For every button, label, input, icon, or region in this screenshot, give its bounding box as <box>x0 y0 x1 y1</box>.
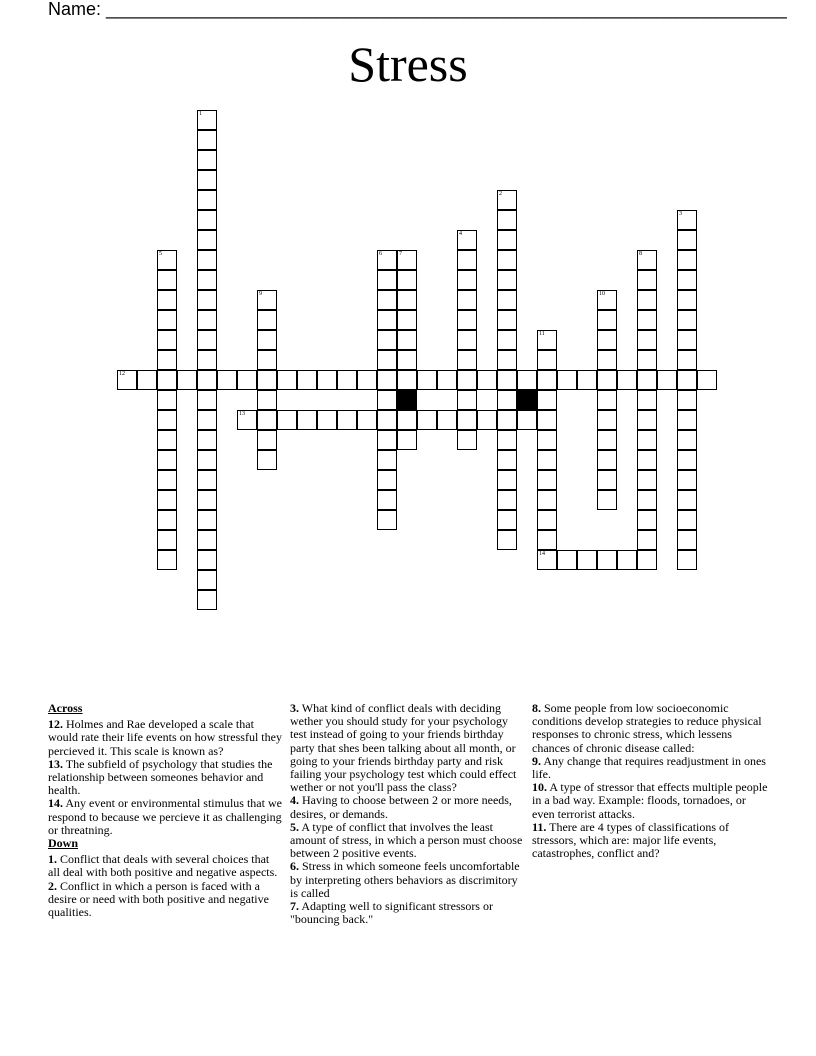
grid-cell[interactable] <box>197 530 217 550</box>
grid-cell[interactable] <box>597 450 617 470</box>
grid-cell[interactable] <box>537 450 557 470</box>
grid-cell[interactable] <box>497 210 517 230</box>
grid-cell[interactable] <box>197 270 217 290</box>
grid-cell[interactable] <box>397 290 417 310</box>
grid-cell[interactable] <box>497 490 517 510</box>
clues-column-3 <box>532 702 768 860</box>
grid-cell[interactable] <box>457 290 477 310</box>
grid-cell[interactable] <box>377 430 397 450</box>
clue-text: Holmes and Rae developed a scale that would rate their life events on how stressful they percieved it. This scale is known as? <box>48 717 282 758</box>
grid-cell[interactable] <box>677 470 697 490</box>
grid-cell[interactable] <box>257 410 277 430</box>
grid-cell[interactable] <box>317 410 337 430</box>
grid-cell[interactable] <box>457 230 477 250</box>
clue-item <box>290 821 526 861</box>
grid-cell[interactable] <box>677 350 697 370</box>
grid-cell[interactable] <box>697 370 717 390</box>
grid-cell[interactable] <box>577 370 597 390</box>
clue-item <box>290 794 526 820</box>
grid-cell[interactable] <box>497 510 517 530</box>
grid-cell[interactable] <box>617 370 637 390</box>
clue-text: The subfield of psychology that studies the relationship between someones behavior and health. <box>48 756 273 798</box>
grid-cell[interactable] <box>397 270 417 290</box>
grid-cell[interactable] <box>157 550 177 570</box>
clue-item <box>290 860 526 900</box>
grid-cell[interactable] <box>637 530 657 550</box>
grid-cell[interactable] <box>197 170 217 190</box>
grid-cell[interactable] <box>537 550 557 570</box>
grid-cell[interactable] <box>677 530 697 550</box>
grid-cell[interactable] <box>257 430 277 450</box>
down-clue-list-part-3 <box>532 702 768 860</box>
clue-number: 4. <box>290 793 299 808</box>
grid-cell[interactable] <box>637 330 657 350</box>
clue-number-label: 1 <box>199 111 202 117</box>
clue-number-label: 6 <box>379 251 382 257</box>
grid-cell[interactable] <box>477 410 497 430</box>
grid-cell[interactable] <box>297 410 317 430</box>
grid-cell[interactable] <box>157 250 177 270</box>
grid-cell[interactable] <box>637 430 657 450</box>
grid-cell[interactable] <box>617 550 637 570</box>
clue-number-label: 12 <box>119 371 125 377</box>
grid-cell[interactable] <box>197 190 217 210</box>
grid-cell[interactable] <box>677 510 697 530</box>
grid-cell[interactable] <box>157 390 177 410</box>
grid-cell[interactable] <box>637 450 657 470</box>
clue-item <box>48 880 284 920</box>
grid-cell[interactable] <box>497 330 517 350</box>
clue-item <box>532 755 768 781</box>
grid-cell[interactable] <box>497 290 517 310</box>
grid-cell[interactable] <box>157 410 177 430</box>
grid-cell[interactable] <box>677 250 697 270</box>
grid-cell[interactable] <box>637 290 657 310</box>
grid-cell[interactable] <box>597 490 617 510</box>
grid-cell[interactable] <box>537 490 557 510</box>
clue-text: Conflict in which a person is faced with a desire or need with both positive and negative qualities. <box>48 878 269 920</box>
grid-cell[interactable] <box>637 350 657 370</box>
grid-cell[interactable] <box>637 370 657 390</box>
grid-cell[interactable] <box>157 310 177 330</box>
clue-number: 2. <box>48 878 57 893</box>
grid-cell[interactable] <box>377 450 397 470</box>
grid-cell[interactable] <box>597 290 617 310</box>
grid-cell[interactable] <box>457 250 477 270</box>
grid-cell[interactable] <box>497 310 517 330</box>
grid-cell[interactable] <box>597 350 617 370</box>
grid-cell[interactable] <box>537 410 557 430</box>
grid-cell[interactable] <box>197 550 217 570</box>
grid-cell[interactable] <box>597 330 617 350</box>
grid-cell[interactable] <box>337 410 357 430</box>
clue-text: Stress in which someone feels uncomfortable by interpreting others behaviors as discrimitory is called <box>290 859 520 900</box>
grid-cell[interactable] <box>677 310 697 330</box>
grid-cell[interactable] <box>277 370 297 390</box>
grid-cell[interactable] <box>117 370 137 390</box>
grid-cell[interactable] <box>277 410 297 430</box>
grid-cell[interactable] <box>677 270 697 290</box>
grid-cell[interactable] <box>517 410 537 430</box>
grid-cell[interactable] <box>257 370 277 390</box>
clue-item <box>48 758 284 798</box>
clue-number-label: 8 <box>639 251 642 257</box>
grid-cell[interactable] <box>397 330 417 350</box>
clue-number-label: 5 <box>159 251 162 257</box>
grid-cell[interactable] <box>377 510 397 530</box>
grid-cell[interactable] <box>597 390 617 410</box>
clue-text: Any event or environmental stimulus that we respond to because we percieve it as challenging or threatning. <box>48 796 282 837</box>
clues-column-1 <box>48 702 284 919</box>
grid-cell[interactable] <box>597 470 617 490</box>
grid-cell[interactable] <box>497 470 517 490</box>
grid-cell[interactable] <box>497 190 517 210</box>
grid-cell[interactable] <box>397 430 417 450</box>
grid-cell[interactable] <box>377 350 397 370</box>
grid-cell[interactable] <box>397 410 417 430</box>
clue-item <box>532 821 768 861</box>
grid-cell[interactable] <box>457 270 477 290</box>
grid-cell[interactable] <box>197 290 217 310</box>
grid-cell[interactable] <box>357 410 377 430</box>
clue-item <box>48 797 284 837</box>
grid-cell[interactable] <box>637 410 657 430</box>
grid-block-cell <box>517 390 537 410</box>
clue-number: 3. <box>290 701 299 715</box>
grid-cell[interactable] <box>157 270 177 290</box>
grid-cell[interactable] <box>197 490 217 510</box>
grid-cell[interactable] <box>197 250 217 270</box>
grid-cell[interactable] <box>157 470 177 490</box>
grid-cell[interactable] <box>257 390 277 410</box>
puzzle-title: Stress <box>348 36 468 92</box>
grid-cell[interactable] <box>377 330 397 350</box>
clue-number: 8. <box>532 701 541 715</box>
grid-cell[interactable] <box>677 450 697 470</box>
grid-cell[interactable] <box>197 430 217 450</box>
clue-number: 9. <box>532 753 541 768</box>
clue-item <box>532 781 768 821</box>
grid-cell[interactable] <box>377 370 397 390</box>
clue-text: Conflict that deals with several choices that all deal with both positive and negative aspects. <box>48 852 278 880</box>
grid-cell[interactable] <box>197 450 217 470</box>
grid-cell[interactable] <box>457 390 477 410</box>
clue-text: Having to choose between 2 or more needs, desires, or demands. <box>290 793 512 821</box>
grid-cell[interactable] <box>497 430 517 450</box>
clue-number-label: 11 <box>539 331 545 337</box>
grid-cell[interactable] <box>157 530 177 550</box>
grid-cell[interactable] <box>397 310 417 330</box>
grid-cell[interactable] <box>537 510 557 530</box>
grid-cell[interactable] <box>257 290 277 310</box>
grid-cell[interactable] <box>357 370 377 390</box>
grid-cell[interactable] <box>377 390 397 410</box>
grid-cell[interactable] <box>677 410 697 430</box>
grid-cell[interactable] <box>497 410 517 430</box>
clue-text: Any change that requires readjustment in ones life. <box>532 753 766 782</box>
grid-cell[interactable] <box>377 270 397 290</box>
grid-cell[interactable] <box>197 210 217 230</box>
grid-cell[interactable] <box>677 370 697 390</box>
down-clue-list-part-1 <box>48 853 284 919</box>
grid-cell[interactable] <box>637 490 657 510</box>
grid-cell[interactable] <box>257 330 277 350</box>
grid-cell[interactable] <box>557 370 577 390</box>
clues-column-2 <box>290 702 526 926</box>
grid-cell[interactable] <box>637 390 657 410</box>
clue-number-label: 14 <box>539 551 545 557</box>
grid-cell[interactable] <box>397 250 417 270</box>
grid-cell[interactable] <box>417 370 437 390</box>
clue-number: 13. <box>48 756 63 771</box>
grid-cell[interactable] <box>197 130 217 150</box>
grid-cell[interactable] <box>197 390 217 410</box>
grid-cell[interactable] <box>677 390 697 410</box>
grid-cell[interactable] <box>577 550 597 570</box>
clue-number-label: 4 <box>459 231 462 237</box>
grid-cell[interactable] <box>497 270 517 290</box>
grid-cell[interactable] <box>177 370 197 390</box>
grid-cell[interactable] <box>157 370 177 390</box>
grid-cell[interactable] <box>597 370 617 390</box>
grid-cell[interactable] <box>437 370 457 390</box>
grid-cell[interactable] <box>157 430 177 450</box>
grid-cell[interactable] <box>197 470 217 490</box>
grid-cell[interactable] <box>157 450 177 470</box>
grid-cell[interactable] <box>497 250 517 270</box>
grid-cell[interactable] <box>157 330 177 350</box>
grid-cell[interactable] <box>377 250 397 270</box>
grid-cell[interactable] <box>677 230 697 250</box>
clue-number: 10. <box>532 780 547 795</box>
grid-cell[interactable] <box>157 350 177 370</box>
grid-cell[interactable] <box>677 490 697 510</box>
clue-text: There are 4 types of classifications of stressors, which are: major life events, catastrophes, conflict and? <box>532 819 730 861</box>
clue-number: 1. <box>48 852 57 867</box>
grid-cell[interactable] <box>297 370 317 390</box>
grid-cell[interactable] <box>497 450 517 470</box>
clue-number-label: 13 <box>239 411 245 417</box>
name-field-line: Name: ____________________________________________________________________ <box>48 0 787 19</box>
grid-cell[interactable] <box>197 110 217 130</box>
grid-cell[interactable] <box>397 370 417 390</box>
grid-cell[interactable] <box>377 490 397 510</box>
clue-number: 6. <box>290 859 299 874</box>
clue-item <box>290 900 526 926</box>
clue-item <box>532 702 768 755</box>
grid-cell[interactable] <box>637 550 657 570</box>
grid-cell[interactable] <box>477 370 497 390</box>
grid-cell[interactable] <box>457 370 477 390</box>
grid-cell[interactable] <box>197 350 217 370</box>
grid-cell[interactable] <box>377 310 397 330</box>
grid-cell[interactable] <box>397 350 417 370</box>
grid-cell[interactable] <box>537 390 557 410</box>
clue-text: Some people from low socioeconomic conditions develop strategies to reduce physical responses to chronic stress, which lessens chances of chronic disease called: <box>532 701 762 755</box>
grid-cell[interactable] <box>257 450 277 470</box>
grid-cell[interactable] <box>457 410 477 430</box>
grid-cell[interactable] <box>457 330 477 350</box>
grid-cell[interactable] <box>497 230 517 250</box>
grid-cell[interactable] <box>637 470 657 490</box>
grid-cell[interactable] <box>197 510 217 530</box>
grid-cell[interactable] <box>317 370 337 390</box>
clue-number-label: 9 <box>259 291 262 297</box>
grid-cell[interactable] <box>557 550 577 570</box>
grid-cell[interactable] <box>497 370 517 390</box>
grid-cell[interactable] <box>237 370 257 390</box>
clue-text: A type of conflict that involves the least amount of stress, in which a person must choose between 2 positive events. <box>290 819 523 861</box>
grid-cell[interactable] <box>537 470 557 490</box>
grid-cell[interactable] <box>197 370 217 390</box>
clue-number: 11. <box>532 819 547 834</box>
grid-cell[interactable] <box>677 330 697 350</box>
clue-number-label: 7 <box>399 251 402 257</box>
clue-number: 12. <box>48 717 63 732</box>
grid-cell[interactable] <box>497 390 517 410</box>
grid-cell[interactable] <box>637 270 657 290</box>
grid-cell[interactable] <box>537 530 557 550</box>
grid-cell[interactable] <box>437 410 457 430</box>
grid-cell[interactable] <box>597 310 617 330</box>
clue-number-label: 3 <box>679 211 682 217</box>
grid-cell[interactable] <box>677 210 697 230</box>
grid-cell[interactable] <box>457 350 477 370</box>
grid-cell[interactable] <box>597 410 617 430</box>
clue-number-label: 2 <box>499 191 502 197</box>
grid-cell[interactable] <box>457 430 477 450</box>
down-clue-list-part-2 <box>290 702 526 926</box>
grid-cell[interactable] <box>657 370 677 390</box>
grid-cell[interactable] <box>377 470 397 490</box>
clue-item <box>290 702 526 794</box>
grid-cell[interactable] <box>377 410 397 430</box>
grid-cell[interactable] <box>257 310 277 330</box>
grid-cell[interactable] <box>677 550 697 570</box>
grid-cell[interactable] <box>157 290 177 310</box>
across-clue-list <box>48 718 284 837</box>
grid-cell[interactable] <box>537 370 557 390</box>
across-heading: Across <box>48 701 83 715</box>
clue-text: What kind of conflict deals with deciding wether you should study for your psychology test instead of going to your friends birthday party that shes been talking about all month, or going to your friends birthday party and risk failing your psychology test which could effect wether or not you'll pass the class? <box>290 701 517 795</box>
grid-block-cell <box>397 390 417 410</box>
grid-cell[interactable] <box>197 310 217 330</box>
grid-cell[interactable] <box>237 410 257 430</box>
clue-item <box>48 853 284 879</box>
clue-text: Adapting well to significant stressors or "bouncing back." <box>290 899 493 927</box>
clue-item <box>48 718 284 758</box>
grid-cell[interactable] <box>217 370 237 390</box>
grid-cell[interactable] <box>537 330 557 350</box>
grid-cell[interactable] <box>497 530 517 550</box>
grid-cell[interactable] <box>197 570 217 590</box>
clue-number-label: 10 <box>599 291 605 297</box>
grid-cell[interactable] <box>597 430 617 450</box>
grid-cell[interactable] <box>197 410 217 430</box>
grid-cell[interactable] <box>677 430 697 450</box>
grid-cell[interactable] <box>537 350 557 370</box>
grid-cell[interactable] <box>137 370 157 390</box>
grid-cell[interactable] <box>257 350 277 370</box>
grid-cell[interactable] <box>197 330 217 350</box>
grid-cell[interactable] <box>517 370 537 390</box>
grid-cell[interactable] <box>197 150 217 170</box>
down-heading: Down <box>48 836 79 851</box>
clue-text: A type of stressor that effects multiple people in a bad way. Example: floods, tornadoes, or even terrorist attacks. <box>532 780 768 821</box>
grid-cell[interactable] <box>597 550 617 570</box>
grid-cell[interactable] <box>677 290 697 310</box>
grid-cell[interactable] <box>377 290 397 310</box>
grid-cell[interactable] <box>637 310 657 330</box>
grid-cell[interactable] <box>457 310 477 330</box>
grid-cell[interactable] <box>157 490 177 510</box>
grid-cell[interactable] <box>537 430 557 450</box>
grid-cell[interactable] <box>197 590 217 610</box>
grid-cell[interactable] <box>637 510 657 530</box>
grid-cell[interactable] <box>337 370 357 390</box>
clue-number: 14. <box>48 796 63 811</box>
grid-cell[interactable] <box>197 230 217 250</box>
grid-cell[interactable] <box>637 250 657 270</box>
grid-cell[interactable] <box>417 410 437 430</box>
grid-cell[interactable] <box>497 350 517 370</box>
clue-number: 7. <box>290 899 299 914</box>
grid-cell[interactable] <box>157 510 177 530</box>
clue-number: 5. <box>290 819 299 834</box>
